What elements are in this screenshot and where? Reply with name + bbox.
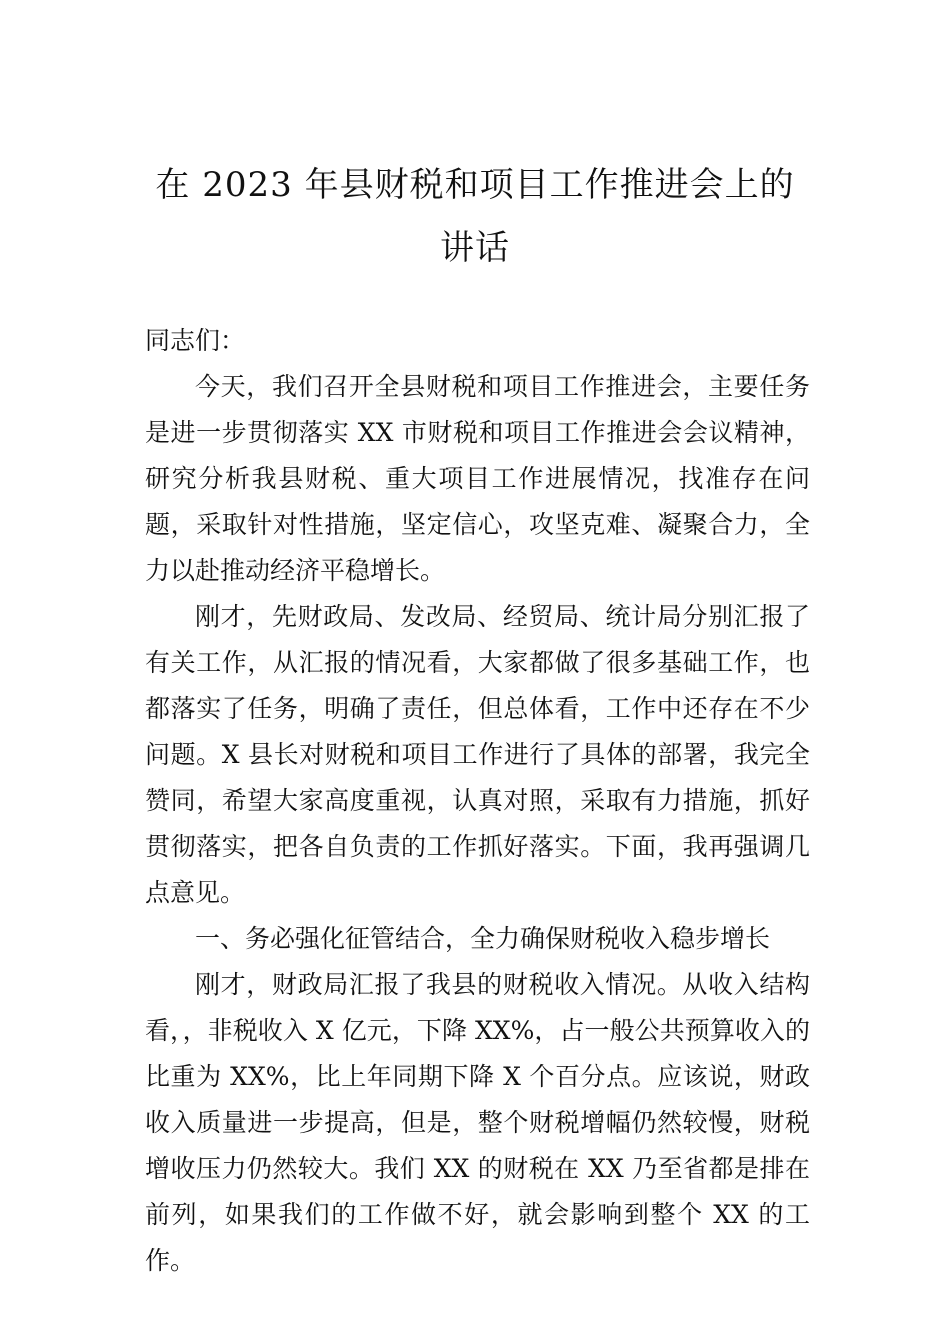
section-heading-1: 一、务必强化征管结合，全力确保财税收入稳步增长 <box>195 924 771 953</box>
document-body <box>145 318 810 1284</box>
salutation: 同志们： <box>145 326 246 355</box>
section-1-paragraph: 刚才，财政局汇报了我县的财税收入情况。从收入结构看，，非税收入 X 亿元，下降 XX%，占一般公共预算收入的比重为 XX%，比上年同期下降 X 个百分点。应该说，财政收入质量进一步提高，但是，整个财税增幅仍然较慢，财税增收压力仍然较大。我们 XX 的财税在 XX 乃至省都是排在前列，如果我们的工作做不好，就会影响到整个 XX 的工作。 <box>145 970 810 1275</box>
document-title-line-1: 在 2023 年县财税和项目工作推进会上的 <box>155 165 795 205</box>
paragraph-1: 今天，我们召开全县财税和项目工作推进会，主要任务是进一步贯彻落实 XX 市财税和项目工作推进会会议精神，研究分析我县财税、重大项目工作进展情况，找准存在问题，采取针对性措施，坚定信心，攻坚克难、凝聚合力，全力以赴推动经济平稳增长。 <box>145 372 810 585</box>
paragraph-2: 刚才，先财政局、发改局、经贸局、统计局分别汇报了有关工作，从汇报的情况看，大家都做了很多基础工作，也都落实了任务，明确了责任，但总体看，工作中还存在不少问题。X 县长对财税和项目工作进行了具体的部署，我完全赞同，希望大家高度重视，认真对照，采取有力措施，抓好贯彻落实，把各自负责的工作抓好落实。下面，我再强调几点意见。 <box>145 602 810 907</box>
document-title-line-2: 讲话 <box>440 228 510 268</box>
